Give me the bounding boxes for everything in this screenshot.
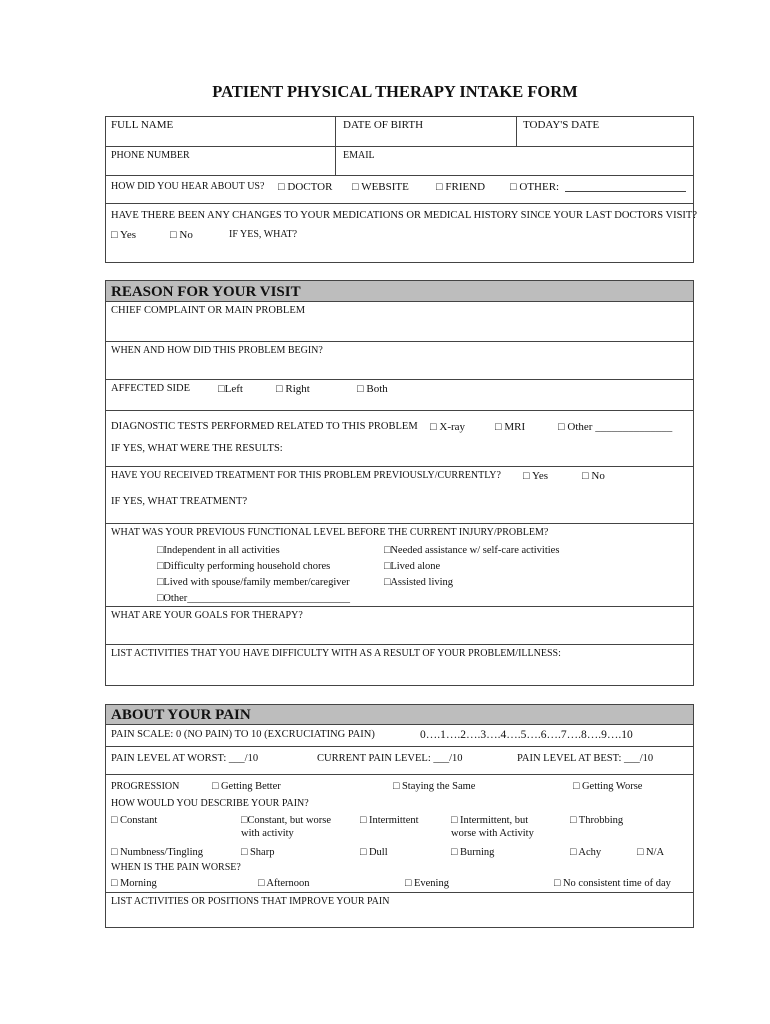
progression-better-checkbox[interactable]: □ Getting Better [212, 781, 281, 792]
pain-burning-checkbox[interactable]: □ Burning [451, 847, 495, 858]
progression-same-checkbox[interactable]: □ Staying the Same [393, 781, 476, 792]
pain-scale-numbers: 0….1….2….3….4….5….6….7….8….9….10 [420, 729, 633, 741]
prev-household-chores-checkbox[interactable]: □Difficulty performing household chores [157, 561, 331, 572]
chief-complaint-field[interactable]: CHIEF COMPLAINT OR MAIN PROBLEM [111, 305, 306, 316]
hear-about-us-label: HOW DID YOU HEAR ABOUT US? [111, 181, 265, 192]
pain-numbness-checkbox[interactable]: □ Numbness/Tingling [111, 847, 204, 858]
treatment-no-checkbox[interactable]: □ No [582, 470, 605, 482]
email-field[interactable]: EMAIL [343, 150, 375, 161]
test-other-checkbox[interactable]: □ Other ______________ [558, 421, 673, 433]
pain-constant-worse-checkbox[interactable]: □Constant, but worse [241, 815, 332, 826]
when-how-begin-field[interactable]: WHEN AND HOW DID THIS PROBLEM BEGIN? [111, 345, 323, 356]
hear-other-checkbox[interactable]: □ OTHER: [510, 181, 560, 193]
pain-na-checkbox[interactable]: □ N/A [637, 847, 665, 858]
pain-scale-label: PAIN SCALE: 0 (NO PAIN) TO 10 (EXCRUCIATING PAIN) [111, 729, 375, 740]
pain-current-field[interactable]: CURRENT PAIN LEVEL: ___/10 [317, 753, 463, 764]
affected-side-label: AFFECTED SIDE [111, 383, 191, 394]
pain-sharp-checkbox[interactable]: □ Sharp [241, 847, 275, 858]
test-xray-checkbox[interactable]: □ X-ray [430, 421, 466, 433]
pain-achy-checkbox[interactable]: □ Achy [570, 847, 602, 858]
test-results-field[interactable]: IF YES, WHAT WERE THE RESULTS: [111, 443, 283, 454]
changes-if-yes-label: IF YES, WHAT? [229, 229, 298, 240]
prev-independent-checkbox[interactable]: □Independent in all activities [157, 545, 280, 556]
treatment-yes-checkbox[interactable]: □ Yes [523, 470, 548, 482]
worse-afternoon-checkbox[interactable]: □ Afternoon [258, 878, 310, 889]
describe-pain-question: HOW WOULD YOU DESCRIBE YOUR PAIN? [111, 798, 309, 809]
progression-worse-checkbox[interactable]: □ Getting Worse [573, 781, 643, 792]
hear-doctor-checkbox[interactable]: □ DOCTOR [278, 181, 333, 193]
pain-constant-worse-line2: with activity [241, 828, 294, 839]
progression-label: PROGRESSION [111, 781, 180, 792]
hear-other-blank[interactable] [565, 182, 686, 192]
hear-friend-checkbox[interactable]: □ FRIEND [436, 181, 486, 193]
prev-lived-alone-checkbox[interactable]: □Lived alone [384, 561, 441, 572]
pain-throbbing-checkbox[interactable]: □ Throbbing [570, 815, 624, 826]
prev-needed-assistance-checkbox[interactable]: □Needed assistance w/ self-care activities [384, 545, 560, 556]
hear-website-checkbox[interactable]: □ WEBSITE [352, 181, 409, 193]
prev-assisted-living-checkbox[interactable]: □Assisted living [384, 577, 454, 588]
side-left-checkbox[interactable]: □Left [218, 383, 243, 395]
therapy-goals-field[interactable]: WHAT ARE YOUR GOALS FOR THERAPY? [111, 610, 303, 621]
changes-yes-checkbox[interactable]: □ Yes [111, 229, 136, 241]
worse-morning-checkbox[interactable]: □ Morning [111, 878, 157, 889]
pain-dull-checkbox[interactable]: □ Dull [360, 847, 388, 858]
treatment-what-field[interactable]: IF YES, WHAT TREATMENT? [111, 496, 248, 507]
changes-no-checkbox[interactable]: □ No [170, 229, 193, 241]
worse-evening-checkbox[interactable]: □ Evening [405, 878, 449, 889]
prev-other-checkbox[interactable]: □Other_______________________________ [157, 593, 350, 604]
full-name-field[interactable]: FULL NAME [111, 119, 174, 131]
side-both-checkbox[interactable]: □ Both [357, 383, 388, 395]
worse-no-consistent-time-checkbox[interactable]: □ No consistent time of day [554, 878, 671, 889]
about-pain-header: ABOUT YOUR PAIN [111, 707, 251, 723]
pain-intermittent-worse-line2: worse with Activity [451, 828, 534, 839]
pain-constant-checkbox[interactable]: □ Constant [111, 815, 158, 826]
phone-number-field[interactable]: PHONE NUMBER [111, 150, 190, 161]
pain-intermittent-checkbox[interactable]: □ Intermittent [360, 815, 419, 826]
prior-treatment-question: HAVE YOU RECEIVED TREATMENT FOR THIS PROBLEM PREVIOUSLY/CURRENTLY? [111, 470, 501, 481]
prev-lived-with-caregiver-checkbox[interactable]: □Lived with spouse/family member/caregiver [157, 577, 350, 588]
reason-for-visit-header: REASON FOR YOUR VISIT [111, 284, 301, 300]
diagnostic-tests-label: DIAGNOSTIC TESTS PERFORMED RELATED TO THIS PROBLEM [111, 421, 418, 432]
improve-pain-field[interactable]: LIST ACTIVITIES OR POSITIONS THAT IMPROVE YOUR PAIN [111, 896, 390, 907]
previous-function-question: WHAT WAS YOUR PREVIOUS FUNCTIONAL LEVEL BEFORE THE CURRENT INJURY/PROBLEM? [111, 527, 549, 538]
side-right-checkbox[interactable]: □ Right [276, 383, 310, 395]
test-mri-checkbox[interactable]: □ MRI [495, 421, 526, 433]
pain-worse-when-question: WHEN IS THE PAIN WORSE? [111, 862, 241, 873]
medication-changes-question: HAVE THERE BEEN ANY CHANGES TO YOUR MEDICATIONS OR MEDICAL HISTORY SINCE YOUR LAST DOCTORS VISIT? [111, 210, 697, 221]
form-title: PATIENT PHYSICAL THERAPY INTAKE FORM [212, 82, 578, 101]
pain-intermittent-worse-checkbox[interactable]: □ Intermittent, but [451, 815, 529, 826]
todays-date-field[interactable]: TODAY'S DATE [523, 119, 600, 131]
pain-worst-field[interactable]: PAIN LEVEL AT WORST: ___/10 [111, 753, 259, 764]
date-of-birth-field[interactable]: DATE OF BIRTH [343, 119, 424, 131]
pain-best-field[interactable]: PAIN LEVEL AT BEST: ___/10 [517, 753, 654, 764]
difficult-activities-field[interactable]: LIST ACTIVITIES THAT YOU HAVE DIFFICULTY WITH AS A RESULT OF YOUR PROBLEM/ILLNESS: [111, 648, 561, 659]
